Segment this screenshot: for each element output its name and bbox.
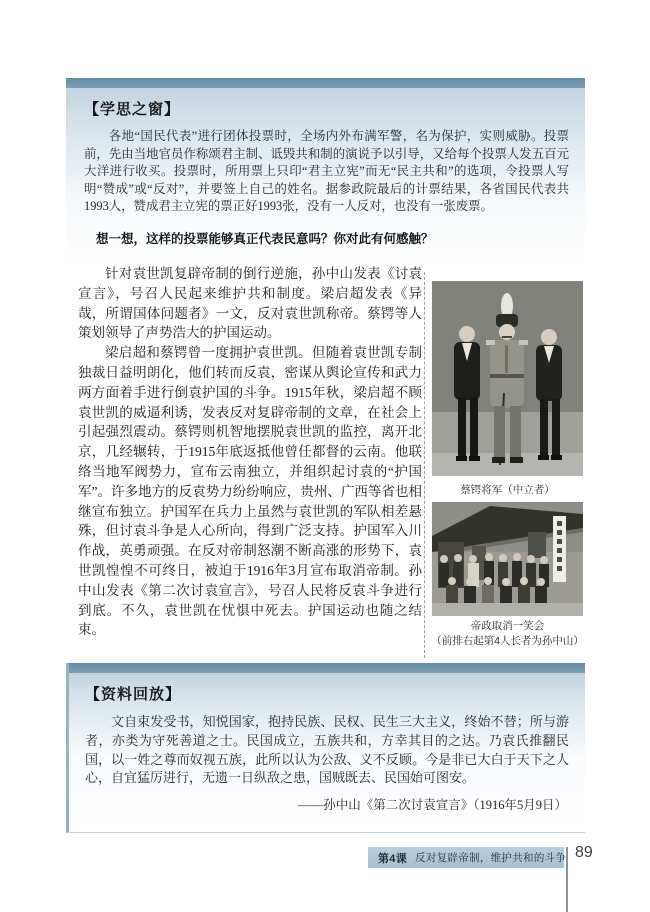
- main-text-column: [78, 264, 422, 640]
- column-divider: [424, 272, 425, 658]
- page-number: 89: [575, 844, 593, 861]
- archive-title: 【资料回放】: [85, 686, 182, 703]
- archive-box: [66, 663, 585, 833]
- box-header-bar: [69, 663, 585, 673]
- paragraph: 梁启超和蔡锷曾一度拥护袁世凯。但随着袁世凯专制独裁日益明朗化，他们转而反袁，密谋从舆论宣传和武力两方面着手进行倒袁护国的斗争。1915年秋，梁启超不顾袁世凯的威逼利诱，发表反对复辟帝制的文章，在社会上引起强烈震动。蔡锷则机智地摆脱袁世凯的监控，离开北京，几经辗转，于1915年底返抵他曾任都督的云南。他联络当地军阀势力，宣布云南独立，并组织起讨袁的“护国军”。许多地方的反袁势力纷纷响应，贵州、广西等省也相继宣布独立。护国军在兵力上虽然与袁世凯的军队相差悬殊，但讨袁斗争是人心所向，得到广泛支持。护国军入川作战，英勇顽强。在反对帝制怒潮不断高涨的形势下，袁世凯惶惶不可终日，被迫于1916年3月宣布取消帝制。孙中山发表《第二次讨袁宣言》，号召人民将反袁斗争进行到底。不久，袁世凯在忧惧中死去。护国运动也随之结束。: [78, 345, 422, 638]
- photo-abolition-gathering: [432, 502, 583, 616]
- study-window-body: 各地“国民代表”进行团体投票时，全场内外布满军警，名为保护，实则威胁。投票前，先由当地官员作称颂君主制、诋毁共和制的演说予以引导，又给每个投票人发五百元大洋进行收买。投票时，所用票上只印“君主立宪”而无“民主共和”的选项，令投票人写明“赞成”或“反对”，并要签上自己的姓名。据参政院最后的计票结果，各省国民代表共1993人，赞成君主立宪的票正好1993张，没有一人反对，也没有一张废票。: [84, 129, 569, 214]
- photo-cai-e: [432, 281, 583, 476]
- caption-line-2: （前排右起第4人长者为孙中山）: [431, 635, 584, 647]
- footer-divider-line: [566, 847, 568, 912]
- caption-line-1: 帝政取消一笑会: [470, 620, 545, 632]
- gathering-photo-graphic: [432, 502, 583, 616]
- study-window-question: 想一想，这样的投票能够真正代表民意吗？你对此有何感触？: [96, 231, 434, 246]
- archive-source: ——孙中山《第二次讨袁宣言》（1916年5月9日）: [298, 798, 567, 813]
- paragraph: 针对袁世凯复辟帝制的倒行逆施，孙中山发表《讨袁宣言》，号召人民起来维护共和制度。梁启超发表《异哉，所谓国体问题者》一文，反对袁世凯称帝。蔡锷等人策划领导了声势浩大的护国运动。: [78, 266, 422, 341]
- archive-body: 文自束发受书，知悦国家，抱持民族、民权、民生三大主义，终始不替；所与游者，亦类为守死善道之士。民国成立，五族共和，方幸其目的之达。乃袁氏推翻民国，以一姓之尊而奴视五族，此所以认为公敌、义不反顾。今是非已大白于天下之人心，自宜猛厉进行，无遗一日纵敌之患，国贼既去、民国始可图安。: [85, 714, 569, 786]
- study-window-title: 【学思之窗】: [84, 101, 181, 118]
- footer-bar: [368, 847, 567, 868]
- cai-e-photo-graphic: [432, 281, 583, 476]
- box-header-bar: [66, 78, 585, 88]
- photo-caption-gathering: [415, 619, 600, 649]
- photo-caption-cai-e: 蔡锷将军（中立者）: [460, 484, 555, 496]
- study-window-box: [66, 78, 585, 265]
- lesson-title: 反对复辟帝制，维护共和的斗争: [415, 852, 567, 864]
- lesson-number: 第4课: [378, 852, 408, 865]
